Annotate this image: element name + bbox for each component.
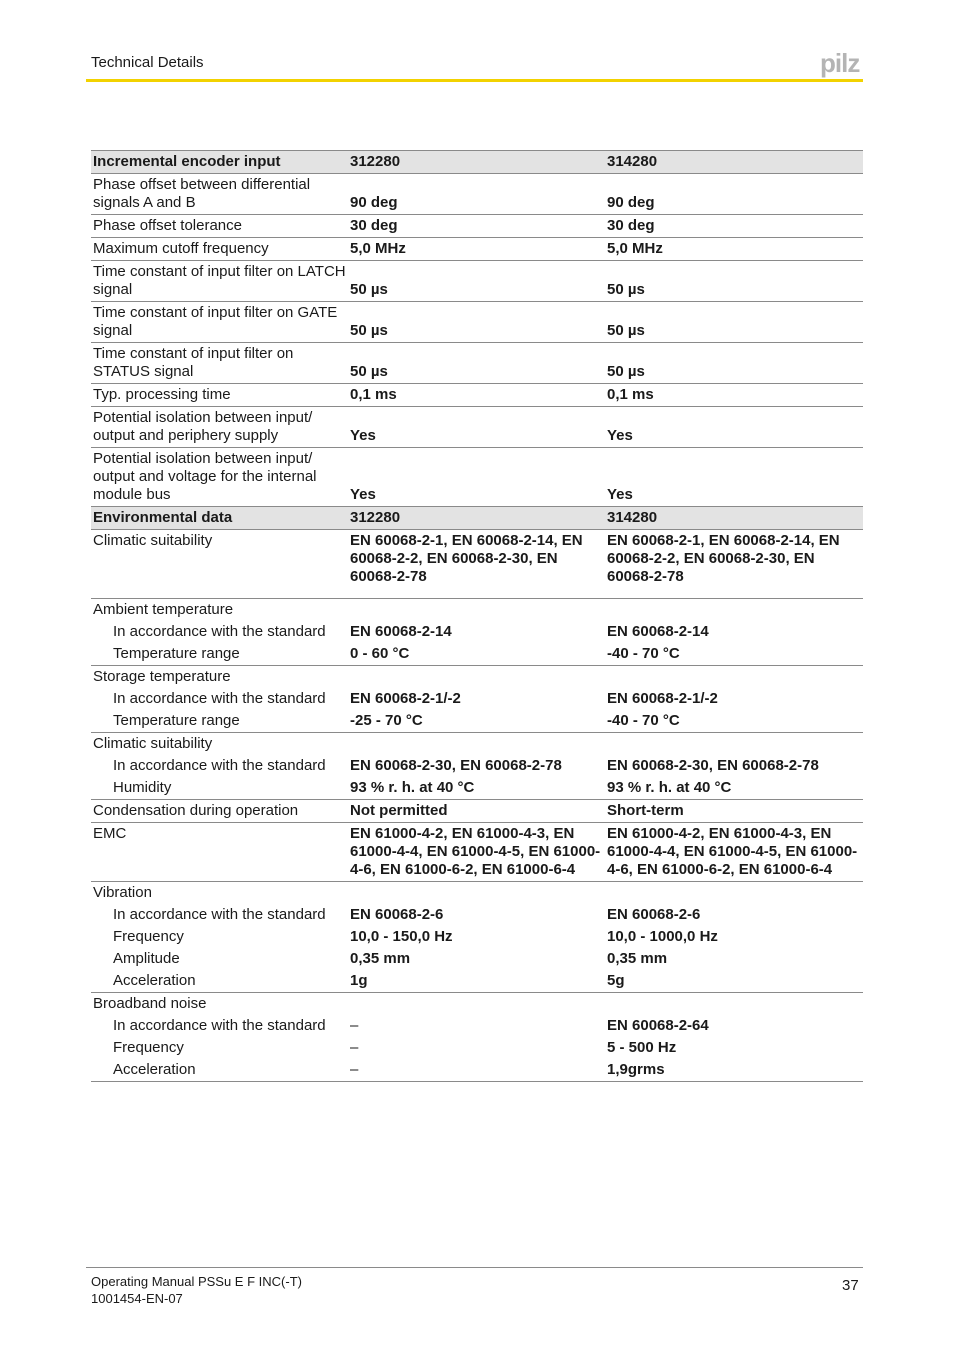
row-label: Time constant of input filter on STATUS signal: [91, 343, 348, 384]
footer-document-info: [91, 1273, 302, 1307]
value-312280: -25 - 70 °C: [348, 710, 605, 733]
table-row: [91, 688, 863, 710]
header-rule: [86, 79, 863, 82]
header-cell: 314280: [605, 507, 863, 530]
row-label: Phase offset between differential signals A and B: [91, 174, 348, 215]
value-312280: –: [350, 1039, 359, 1056]
value-314280: Short-term: [605, 800, 863, 823]
page-header-title: Technical Details: [91, 54, 204, 71]
row-label: In accordance with the standard: [113, 623, 326, 640]
value-314280: 50 µs: [605, 261, 863, 302]
value-314280: EN 60068-2-1, EN 60068-2-14, EN 60068-2-2, EN 60068-2-30, EN 60068-2-78: [605, 530, 863, 599]
table-row: [91, 777, 863, 800]
technical-details-table: [91, 150, 863, 1082]
table-row: [91, 261, 863, 302]
value-312280: 50 µs: [348, 343, 605, 384]
row-label: In accordance with the standard: [113, 906, 326, 923]
header-cell: 314280: [605, 151, 863, 174]
table-row: [91, 948, 863, 970]
value-312280: 0,35 mm: [350, 950, 411, 967]
header-cell: 312280: [348, 151, 605, 174]
value-312280: 50 µs: [348, 261, 605, 302]
value-312280: EN 60068-2-1/-2: [350, 690, 461, 707]
table-row: [91, 174, 863, 215]
row-label: Temperature range: [91, 710, 348, 733]
row-label: Potential isolation between input/ output and voltage for the internal module bus: [93, 450, 317, 503]
group-label: Vibration: [93, 884, 152, 901]
row-label: In accordance with the standard: [113, 1017, 326, 1034]
value-312280: EN 60068-2-6: [350, 906, 444, 923]
table-row: [91, 343, 863, 384]
table-row: [91, 302, 863, 343]
table-row: [91, 238, 863, 261]
value-312280: Yes: [348, 407, 605, 448]
row-label: Humidity: [91, 777, 348, 800]
row-label: In accordance with the standard: [113, 690, 326, 707]
value-314280: 30 deg: [605, 215, 863, 238]
row-label: Frequency: [113, 1039, 184, 1056]
svg-text:pilz: pilz: [820, 48, 860, 78]
value-314280: EN 60068-2-14: [607, 623, 709, 640]
table-row: [91, 384, 863, 407]
footer-manual-title: Operating Manual PSSu E F INC(-T): [91, 1274, 302, 1289]
table-row: [91, 1015, 863, 1037]
row-label: Temperature range: [91, 643, 348, 666]
value-314280: EN 61000-4-2, EN 61000-4-3, EN 61000-4-4, EN 61000-4-5, EN 61000-4-6, EN 61000-6-2, EN 61000-6-4: [605, 823, 863, 882]
table-row: [91, 643, 863, 666]
header-cell: Incremental encoder input: [91, 151, 348, 174]
value-312280: 50 µs: [348, 302, 605, 343]
value-314280: EN 60068-2-1/-2: [607, 690, 718, 707]
footer-rule: [86, 1267, 863, 1268]
row-label: Typ. processing time: [91, 384, 348, 407]
table-row: [91, 407, 863, 448]
header-cell: 312280: [348, 507, 605, 530]
value-314280: EN 60068-2-30, EN 60068-2-78: [607, 757, 819, 774]
value-312280: 10,0 - 150,0 Hz: [350, 928, 453, 945]
value-312280: 5,0 MHz: [348, 238, 605, 261]
row-label: Time constant of input filter on LATCH signal: [91, 261, 348, 302]
value-312280: EN 60068-2-1, EN 60068-2-14, EN 60068-2-2, EN 60068-2-30, EN 60068-2-78: [348, 530, 605, 599]
value-314280: EN 60068-2-6: [607, 906, 701, 923]
value-312280: –: [350, 1017, 359, 1034]
row-label: Phase offset tolerance: [91, 215, 348, 238]
table-header-environmental: [91, 507, 863, 530]
row-label: Acceleration: [91, 970, 348, 993]
table-row: [91, 599, 863, 622]
table-row: [91, 530, 863, 599]
value-314280: Yes: [605, 407, 863, 448]
group-label: Climatic suitability: [93, 735, 213, 752]
group-label: Broadband noise: [93, 995, 207, 1012]
value-312280: EN 60068-2-14: [350, 623, 452, 640]
table-row: [91, 733, 863, 756]
value-314280: -40 - 70 °C: [605, 643, 863, 666]
value-314280: 0,1 ms: [605, 384, 863, 407]
value-314280: 10,0 - 1000,0 Hz: [607, 928, 718, 945]
group-label: Storage temperature: [93, 668, 231, 685]
value-312280: 1g: [348, 970, 605, 993]
value-314280: -40 - 70 °C: [605, 710, 863, 733]
value-312280: 0 - 60 °C: [348, 643, 605, 666]
value-312280: Yes: [350, 486, 376, 503]
value-312280: EN 61000-4-2, EN 61000-4-3, EN 61000-4-4, EN 61000-4-5, EN 61000-4-6, EN 61000-6-2, EN 61000-6-4: [348, 823, 605, 882]
value-312280: –: [348, 1059, 605, 1082]
value-312280: 30 deg: [348, 215, 605, 238]
value-312280: 90 deg: [348, 174, 605, 215]
row-label: Potential isolation between input/ output and periphery supply: [91, 407, 348, 448]
table-row: [91, 993, 863, 1016]
row-label: Frequency: [113, 928, 184, 945]
spec-table-container: [91, 150, 863, 1082]
value-314280: 93 % r. h. at 40 °C: [605, 777, 863, 800]
value-314280: Yes: [607, 486, 633, 503]
table-row: [91, 666, 863, 689]
value-312280: EN 60068-2-30, EN 60068-2-78: [350, 757, 562, 774]
table-row: [91, 1037, 863, 1059]
value-312280: 0,1 ms: [348, 384, 605, 407]
table-row: [91, 1059, 863, 1082]
table-row: [91, 621, 863, 643]
group-label: Ambient temperature: [93, 601, 234, 618]
value-314280: 90 deg: [605, 174, 863, 215]
table-row: [91, 710, 863, 733]
table-row: [91, 882, 863, 905]
value-314280: 1,9grms: [605, 1059, 863, 1082]
row-label: In accordance with the standard: [113, 757, 326, 774]
value-314280: 0,35 mm: [607, 950, 668, 967]
table-row: [91, 926, 863, 948]
header-cell: Environmental data: [91, 507, 348, 530]
table-row: [91, 904, 863, 926]
table-row: [91, 215, 863, 238]
value-314280: EN 60068-2-64: [607, 1017, 709, 1034]
value-312280: Not permitted: [348, 800, 605, 823]
table-row: [91, 823, 863, 882]
row-label: Climatic suitability: [91, 530, 348, 599]
table-row: [91, 755, 863, 777]
value-314280: 5 - 500 Hz: [607, 1039, 677, 1056]
pilz-logo: [818, 48, 864, 78]
table-row: [91, 448, 863, 507]
page-number: 37: [842, 1277, 859, 1294]
value-314280: 5g: [605, 970, 863, 993]
row-label: Amplitude: [113, 950, 180, 967]
footer-doc-number: 1001454-EN-07: [91, 1291, 183, 1306]
table-header-incremental: [91, 151, 863, 174]
row-label: Maximum cutoff frequency: [91, 238, 348, 261]
value-314280: 50 µs: [605, 302, 863, 343]
row-label: EMC: [91, 823, 348, 882]
row-label: Time constant of input filter on GATE signal: [91, 302, 348, 343]
value-314280: 5,0 MHz: [605, 238, 863, 261]
value-312280: 93 % r. h. at 40 °C: [348, 777, 605, 800]
table-row: [91, 970, 863, 993]
value-314280: 50 µs: [605, 343, 863, 384]
row-label: Acceleration: [91, 1059, 348, 1082]
table-row: [91, 800, 863, 823]
row-label: Condensation during operation: [91, 800, 348, 823]
